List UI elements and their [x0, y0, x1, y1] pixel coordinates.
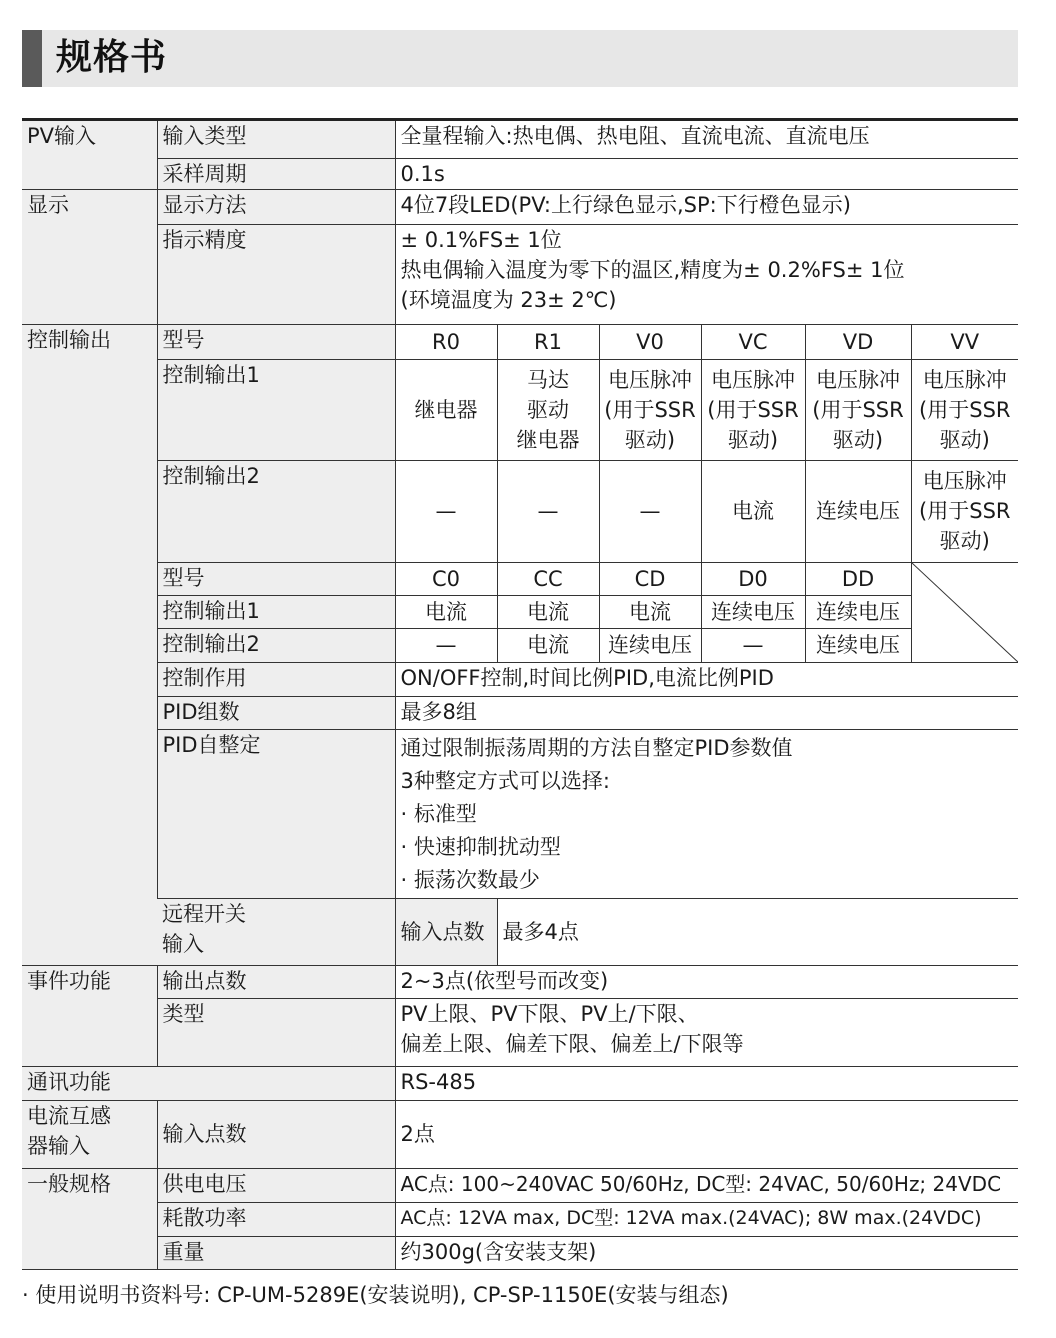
- table-row: [22, 1236, 1018, 1269]
- row-label-display: 显示: [22, 189, 157, 324]
- table-row: [22, 224, 1018, 324]
- row-label-ct-input: 电流互感 器输入: [22, 1100, 157, 1168]
- output1-cell: 电压脉冲 (用于SSR 驱动): [701, 359, 805, 460]
- output1-cell: 连续电压: [701, 595, 805, 628]
- table-row: [22, 460, 1018, 562]
- event-points-label: 输出点数: [157, 965, 395, 998]
- pid-groups-label: PID组数: [157, 696, 395, 729]
- remote-points-value: 最多4点: [497, 898, 1018, 965]
- model-cell: VV: [911, 324, 1018, 359]
- output2-label: 控制输出2: [157, 460, 395, 562]
- accuracy-value: [395, 224, 1018, 324]
- output1-cell: 马达 驱动 继电器: [497, 359, 599, 460]
- table-row: [22, 662, 1018, 696]
- output1-cell: 电压脉冲 (用于SSR 驱动): [805, 359, 911, 460]
- table-row: [22, 562, 1018, 595]
- output2-cell: —: [395, 628, 497, 662]
- output2-cell: 电流: [497, 628, 599, 662]
- model-cell: CC: [497, 562, 599, 595]
- autotune-line: · 快速抑制扰动型: [400, 834, 561, 859]
- table-row: [22, 898, 1018, 965]
- output2-cell: 连续电压: [805, 460, 911, 562]
- pid-autotune-label: PID自整定: [157, 729, 395, 898]
- table-row: [22, 359, 1018, 460]
- output2-cell: —: [497, 460, 599, 562]
- table-row: [22, 1202, 1018, 1236]
- header-accent-bar: [22, 30, 42, 87]
- model-cell: V0: [599, 324, 701, 359]
- control-action-label: 控制作用: [157, 662, 395, 696]
- output1-label: 控制输出1: [157, 359, 395, 460]
- model-cell: VD: [805, 324, 911, 359]
- output2-cell: 电流: [701, 460, 805, 562]
- output1-cell: 继电器: [395, 359, 497, 460]
- output2-label: 控制输出2: [157, 628, 395, 662]
- output1-cell: 电流: [395, 595, 497, 628]
- row-label-general: 一般规格: [22, 1168, 157, 1269]
- output2-cell: 连续电压: [805, 628, 911, 662]
- output1-cell: 连续电压: [805, 595, 911, 628]
- diagonal-line-icon: [912, 563, 1019, 663]
- diagonal-empty-cell: [911, 562, 1018, 662]
- output2-cell: 电压脉冲 (用于SSR 驱动): [911, 460, 1018, 562]
- ct-points-value: 2点: [395, 1100, 1018, 1168]
- ct-points-label: 输入点数: [157, 1100, 395, 1168]
- output1-cell: 电压脉冲 (用于SSR 驱动): [911, 359, 1018, 460]
- table-row: [22, 1066, 1018, 1100]
- table-row: [22, 158, 1018, 189]
- autotune-line: · 标准型: [400, 801, 477, 826]
- output1-label: 控制输出1: [157, 595, 395, 628]
- pid-autotune-value: [395, 729, 1018, 898]
- accuracy-label: 指示精度: [157, 224, 395, 324]
- output1-cell: 电流: [599, 595, 701, 628]
- model-cell: R0: [395, 324, 497, 359]
- table-row: [22, 595, 1018, 628]
- supply-voltage-value: AC点: 100~240VAC 50/60Hz, DC型: 24VAC, 50/60Hz; 24VDC: [395, 1168, 1018, 1202]
- model-cell: CD: [599, 562, 701, 595]
- power-value: AC点: 12VA max, DC型: 12VA max.(24VAC); 8W max.(24VDC): [395, 1202, 1018, 1236]
- row-label-pv-input: PV输入: [22, 121, 157, 189]
- display-method-value: 4位7段LED(PV:上行绿色显示,SP:下行橙色显示): [395, 189, 1018, 224]
- table-row: [22, 324, 1018, 359]
- spec-table: [22, 121, 1018, 1270]
- output2-cell: —: [701, 628, 805, 662]
- section-header: [22, 30, 1018, 87]
- page-title: 规格书: [56, 37, 168, 78]
- autotune-line: · 振荡次数最少: [400, 867, 540, 892]
- model-cell: C0: [395, 562, 497, 595]
- remote-points-label: 输入点数: [395, 898, 497, 965]
- model-label: 型号: [157, 324, 395, 359]
- event-type-line: PV上限、PV下限、PV上/下限、: [400, 1001, 699, 1026]
- input-type-label: 输入类型: [157, 121, 395, 158]
- input-type-value: 全量程输入:热电偶、热电阻、直流电流、直流电压: [395, 121, 1018, 158]
- table-row: [22, 998, 1018, 1066]
- event-type-line: 偏差上限、偏差下限、偏差上/下限等: [400, 1031, 744, 1056]
- weight-label: 重量: [157, 1236, 395, 1269]
- event-type-value: [395, 998, 1018, 1066]
- row-label-event: 事件功能: [22, 965, 157, 1066]
- sampling-value: 0.1s: [395, 158, 1018, 189]
- accuracy-line: (环境温度为 23± 2℃): [400, 287, 617, 312]
- display-method-label: 显示方法: [157, 189, 395, 224]
- accuracy-line: ± 0.1%FS± 1位: [400, 227, 562, 252]
- accuracy-line: 热电偶输入温度为零下的温区,精度为± 0.2%FS± 1位: [400, 257, 905, 282]
- table-row: [22, 1100, 1018, 1168]
- pid-groups-value: 最多8组: [395, 696, 1018, 729]
- comm-value: RS-485: [395, 1066, 1018, 1100]
- row-label-remote-switch: 远程开关 输入: [157, 898, 395, 965]
- autotune-line: 通过限制振荡周期的方法自整定PID参数值: [400, 735, 793, 760]
- model-cell: VC: [701, 324, 805, 359]
- table-row: [22, 121, 1018, 158]
- model-cell: D0: [701, 562, 805, 595]
- power-label: 耗散功率: [157, 1202, 395, 1236]
- supply-voltage-label: 供电电压: [157, 1168, 395, 1202]
- output1-cell: 电流: [497, 595, 599, 628]
- footer-note: · 使用说明书资料号: CP-UM-5289E(安装说明), CP-SP-1150E(安装与组态): [22, 1283, 729, 1307]
- model-label: 型号: [157, 562, 395, 595]
- event-type-label: 类型: [157, 998, 395, 1066]
- table-row: [22, 189, 1018, 224]
- output1-cell: 电压脉冲 (用于SSR 驱动): [599, 359, 701, 460]
- output2-cell: 连续电压: [599, 628, 701, 662]
- model-cell: DD: [805, 562, 911, 595]
- autotune-line: 3种整定方式可以选择:: [400, 768, 610, 793]
- control-action-value: ON/OFF控制,时间比例PID,电流比例PID: [395, 662, 1018, 696]
- event-points-value: 2~3点(依型号而改变): [395, 965, 1018, 998]
- table-row: [22, 965, 1018, 998]
- output2-cell: —: [395, 460, 497, 562]
- table-row: [22, 696, 1018, 729]
- output2-cell: —: [599, 460, 701, 562]
- table-row: [22, 1168, 1018, 1202]
- row-label-comm: 通讯功能: [22, 1066, 395, 1100]
- sampling-label: 采样周期: [157, 158, 395, 189]
- row-label-control-output: 控制输出: [22, 324, 157, 965]
- model-cell: R1: [497, 324, 599, 359]
- table-row: [22, 729, 1018, 898]
- table-row: [22, 628, 1018, 662]
- weight-value: 约300g(含安装支架): [395, 1236, 1018, 1269]
